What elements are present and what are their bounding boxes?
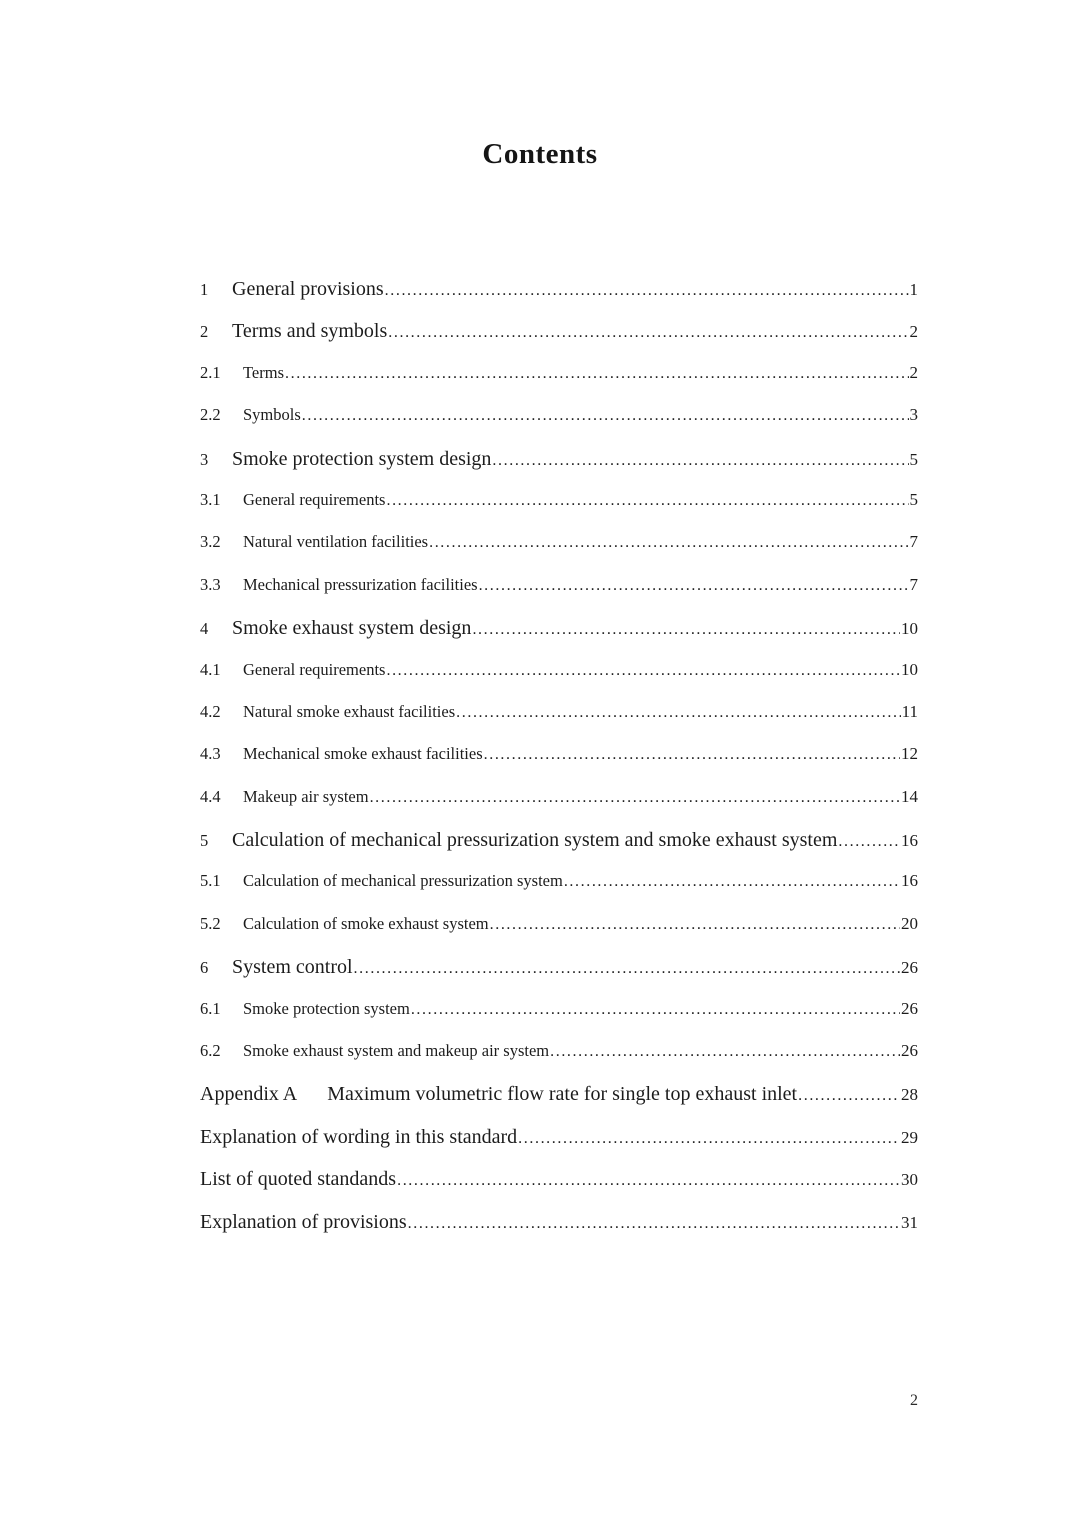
toc-entry-label: General provisions: [232, 278, 384, 300]
toc-entry-number: 3.3: [200, 574, 221, 594]
toc-leader-dots: [484, 746, 900, 764]
toc-entry[interactable]: [200, 906, 918, 948]
toc-entry-number: 4.1: [200, 659, 221, 679]
toc-entry-page: 7: [909, 574, 918, 594]
toc-entry[interactable]: [200, 736, 918, 778]
page-title: Contents: [482, 138, 598, 170]
toc-leader-dots: [456, 704, 900, 722]
toc-leader-dots: [550, 1043, 900, 1061]
toc-entry-label: Smoke exhaust system and makeup air system: [243, 1041, 550, 1061]
toc-entry-page: 2: [909, 322, 918, 342]
toc-entry-page: 29: [901, 1127, 918, 1147]
toc-entry[interactable]: [200, 440, 918, 482]
toc-leader-dots: [302, 407, 909, 425]
toc-entry-page: 28: [901, 1085, 918, 1105]
toc-entry-label: Maximum volumetric flow rate for single top exhaust inlet: [327, 1083, 798, 1106]
toc-entry-number: 4.3: [200, 744, 221, 764]
toc-entry-page: 26: [901, 958, 918, 978]
toc-entry-page: 1: [909, 280, 918, 299]
toc-leader-dots: [479, 577, 909, 595]
toc-entry-number: 4.4: [200, 786, 221, 806]
toc-entry[interactable]: [200, 779, 918, 821]
toc-entry[interactable]: [200, 821, 918, 863]
toc-leader-dots: [354, 960, 900, 978]
toc-leader-dots: [472, 621, 900, 639]
toc-entry-number: 5: [200, 831, 209, 851]
toc-entry[interactable]: [200, 567, 918, 609]
toc-entry[interactable]: [200, 948, 918, 990]
toc-leader-dots: [492, 452, 908, 470]
footer-page-number: 2: [910, 1392, 918, 1409]
toc-leader-dots: [385, 282, 909, 300]
toc-entry-page: 11: [901, 701, 918, 721]
toc-entry-number: 4: [200, 619, 209, 639]
toc-leader-dots: [490, 916, 900, 934]
toc-entry-page: 31: [901, 1212, 918, 1232]
toc-entry[interactable]: [200, 863, 918, 905]
toc-entry-label: Natural ventilation facilities: [243, 532, 429, 552]
toc-entry-number: 6.2: [200, 1041, 221, 1061]
toc-entry[interactable]: [200, 609, 918, 651]
toc-entry-page: 10: [901, 619, 918, 639]
toc-entry[interactable]: [200, 991, 918, 1033]
toc-entry-label: Smoke exhaust system design: [232, 617, 472, 640]
toc-leader-dots: [429, 534, 908, 552]
toc-entry-number: 3.2: [200, 532, 221, 552]
toc-leader-dots: [798, 1087, 900, 1105]
toc-leader-dots: [411, 1001, 900, 1019]
toc-leader-dots: [397, 1172, 900, 1190]
toc-entry-number: 6: [200, 958, 209, 978]
toc-entry-page: 10: [901, 659, 918, 679]
toc-entry-page: 14: [901, 786, 918, 806]
toc-entry[interactable]: [200, 1160, 918, 1202]
toc-entry-label: General requirements: [243, 489, 386, 509]
toc-entry-number: 5.1: [200, 871, 221, 891]
toc-entry-page: 20: [901, 913, 918, 933]
toc-entry[interactable]: [200, 1118, 918, 1160]
toc-entry-label: Calculation of mechanical pressurization system and smoke exhaust system: [232, 829, 838, 852]
toc-entry-page: 16: [901, 871, 918, 891]
toc-entry[interactable]: [200, 1033, 918, 1075]
toc-entry-label: Smoke protection system design: [232, 447, 492, 470]
toc-entry-page: 12: [901, 744, 918, 764]
toc-leader-dots: [388, 324, 908, 342]
toc-list: [200, 270, 918, 1245]
toc-entry-label: Mechanical smoke exhaust facilities: [243, 744, 483, 764]
toc-entry-number: Appendix A: [200, 1083, 298, 1106]
toc-entry-label: List of quoted standands: [200, 1168, 397, 1191]
toc-entry-page: 16: [901, 831, 918, 851]
toc-entry-number: 3: [200, 449, 209, 469]
toc-entry-label: Explanation of wording in this standard: [200, 1125, 518, 1148]
toc-entry-label: Calculation of smoke exhaust system: [243, 913, 489, 933]
toc-entry[interactable]: [200, 312, 918, 354]
toc-entry-number: 2.2: [200, 405, 221, 425]
toc-entry-page: 3: [909, 405, 918, 425]
toc-entry-number: 2: [200, 322, 209, 342]
toc-entry[interactable]: [200, 1075, 918, 1117]
toc-leader-dots: [370, 789, 900, 807]
toc-entry-label: Terms: [243, 362, 285, 382]
toc-entry[interactable]: [200, 652, 918, 694]
toc-entry-number: 5.2: [200, 913, 221, 933]
toc-leader-dots: [408, 1215, 900, 1233]
toc-entry-label: System control: [232, 956, 353, 979]
toc-entry-label: Terms and symbols: [232, 320, 388, 343]
toc-entry[interactable]: [200, 355, 918, 397]
toc-entry[interactable]: [200, 397, 918, 439]
toc-entry-label: Smoke protection system: [243, 998, 410, 1018]
toc-leader-dots: [285, 365, 908, 383]
toc-entry-page: 26: [901, 998, 918, 1018]
toc-entry-label: Makeup air system: [243, 786, 369, 806]
toc-entry-label: General requirements: [243, 659, 386, 679]
toc-leader-dots: [518, 1130, 900, 1148]
toc-entry-label: Natural smoke exhaust facilities: [243, 701, 456, 721]
toc-entry-number: 6.1: [200, 998, 221, 1018]
toc-leader-dots: [564, 873, 900, 891]
toc-leader-dots: [386, 492, 908, 510]
toc-entry-page: 5: [909, 489, 918, 509]
toc-entry-label: Symbols: [243, 405, 301, 425]
toc-entry-page: 2: [909, 362, 918, 382]
toc-entry[interactable]: [200, 524, 918, 566]
toc-entry-page: 7: [909, 532, 918, 552]
toc-entry-number: 2.1: [200, 362, 221, 382]
toc-leader-dots: [838, 833, 900, 851]
toc-entry[interactable]: [200, 1203, 918, 1245]
toc-entry-number: 4.2: [200, 701, 221, 721]
toc-entry-label: Explanation of provisions: [200, 1210, 407, 1233]
toc-entry-page: 26: [901, 1041, 918, 1061]
toc-entry-page: 5: [909, 449, 918, 469]
toc-entry-label: Mechanical pressurization facilities: [243, 574, 478, 594]
toc-leader-dots: [386, 662, 900, 680]
toc-entry[interactable]: [200, 270, 918, 312]
toc-entry-number: 1: [200, 280, 209, 299]
toc-entry-page: 30: [901, 1170, 918, 1190]
toc-entry[interactable]: [200, 694, 918, 736]
toc-entry-number: 3.1: [200, 489, 221, 509]
toc-entry[interactable]: [200, 482, 918, 524]
toc-entry-label: Calculation of mechanical pressurization system: [243, 871, 563, 891]
